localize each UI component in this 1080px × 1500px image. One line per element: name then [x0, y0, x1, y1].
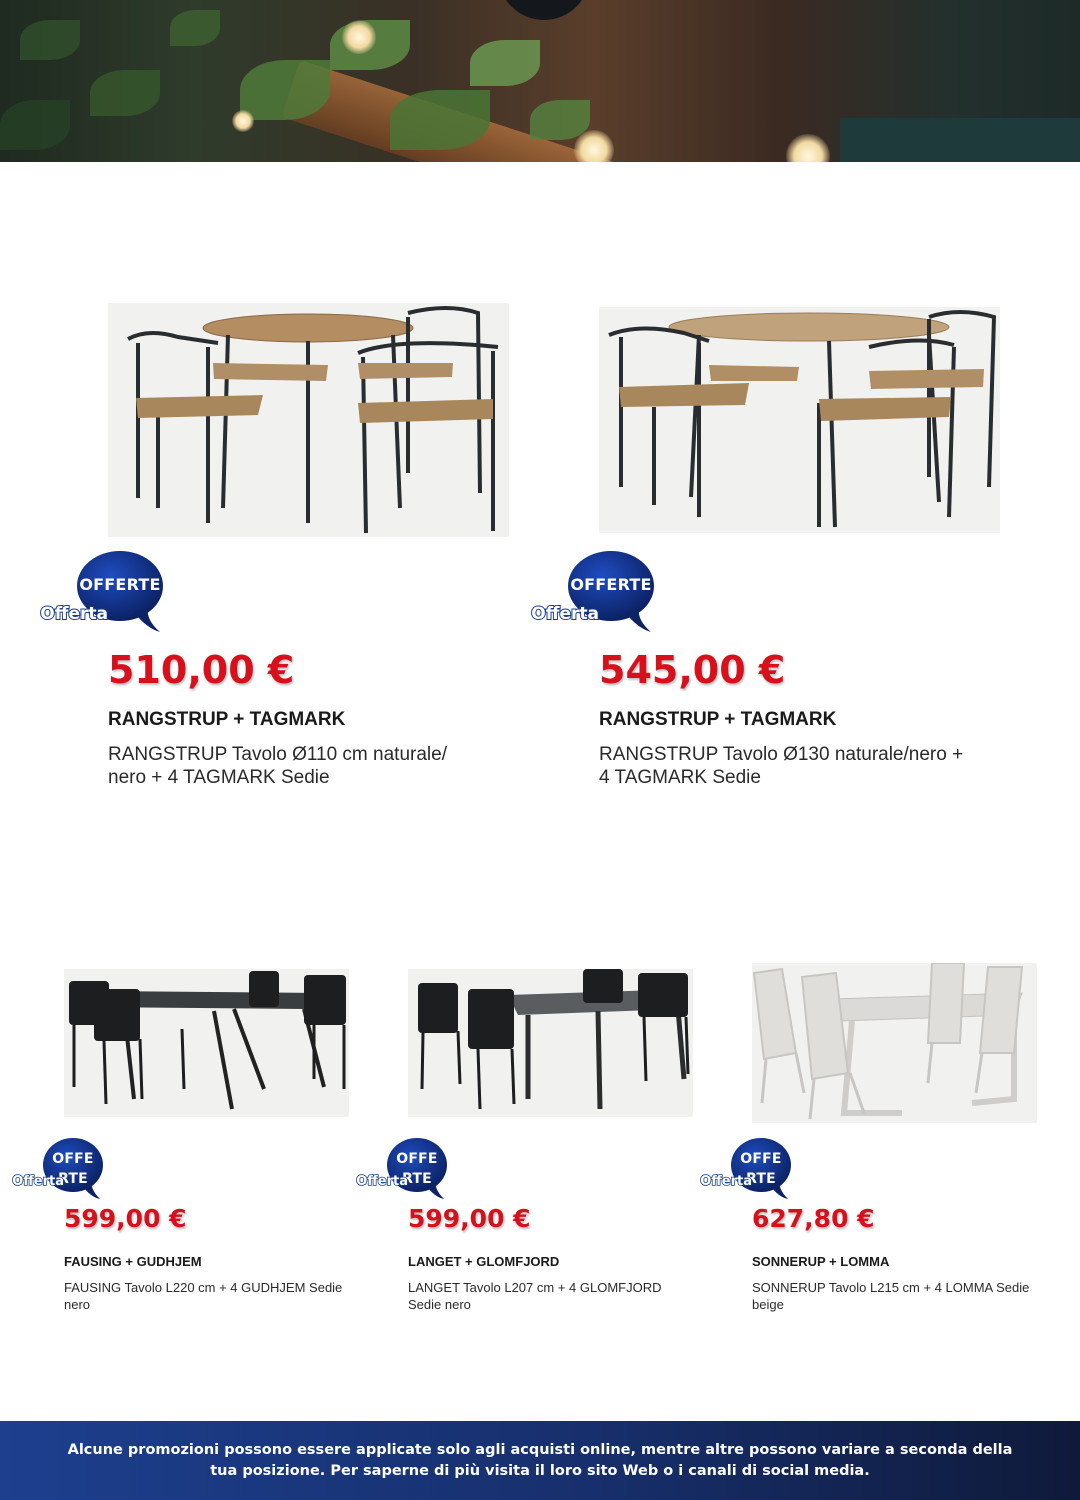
offer-speech-bubble: [42, 1137, 106, 1201]
round-table-chairs-illustration: [108, 303, 509, 537]
product-description: RANGSTRUP Tavolo Ø110 cm naturale/ nero + 4 TAGMARK Sedie: [108, 744, 447, 788]
offer-badge: Offerta: [40, 604, 108, 624]
offer-badge: Offerta: [12, 1174, 64, 1189]
offer-speech-bubble: [386, 1137, 450, 1201]
disclaimer-footer: [0, 1421, 1080, 1500]
disclaimer-text: Alcune promozioni possono essere applicate solo agli acquisti online, mentre altre possono variare a seconda della tua posizione. Per saperne di più visita il loro sito Web o i canali di social media.: [67, 1441, 1013, 1479]
product-description: FAUSING Tavolo L220 cm + 4 GUDHJEM Sedie nero: [64, 1280, 343, 1312]
round-table-chairs-illustration: [599, 307, 1000, 533]
product-photo[interactable]: [64, 969, 349, 1117]
product-photo[interactable]: [108, 303, 509, 537]
rectangular-table-chairs-illustration: [408, 969, 693, 1117]
product-description: RANGSTRUP Tavolo Ø130 naturale/nero + 4 TAGMARK Sedie: [599, 744, 964, 788]
product-photo[interactable]: [599, 307, 1000, 533]
rectangular-table-chairs-illustration: [64, 969, 349, 1117]
product-price: 627,80 €: [752, 1204, 875, 1233]
offer-bubble-label: OFFE RTE: [396, 1151, 438, 1187]
product-name[interactable]: RANGSTRUP + TAGMARK: [108, 709, 346, 730]
product-description: LANGET Tavolo L207 cm + 4 GLOMFJORD Sedie nero: [408, 1280, 662, 1312]
offer-badge: Offerta: [356, 1174, 408, 1189]
offer-bubble-label: OFFE RTE: [740, 1151, 782, 1187]
product-price: 599,00 €: [64, 1204, 187, 1233]
product-photo[interactable]: [408, 969, 693, 1117]
product-price: 545,00 €: [599, 648, 786, 692]
lamp-shape: [498, 0, 590, 20]
product-name[interactable]: FAUSING + GUDHJEM: [64, 1254, 202, 1269]
product-price: 599,00 €: [408, 1204, 531, 1233]
hero-banner-image: [0, 0, 1080, 162]
offer-bubble-label: OFFERTE: [570, 575, 652, 594]
offer-badge: Offerta: [531, 604, 599, 624]
product-price: 510,00 €: [108, 648, 295, 692]
offer-bubble-label: OFFERTE: [79, 575, 161, 594]
product-name[interactable]: SONNERUP + LOMMA: [752, 1254, 890, 1269]
product-name[interactable]: RANGSTRUP + TAGMARK: [599, 709, 837, 730]
product-photo[interactable]: [752, 963, 1037, 1123]
offer-bubble-label: OFFE RTE: [52, 1151, 94, 1187]
product-description: SONNERUP Tavolo L215 cm + 4 LOMMA Sedie beige: [752, 1280, 1030, 1312]
offer-speech-bubble: [730, 1137, 794, 1201]
offer-badge: Offerta: [700, 1174, 752, 1189]
rectangular-table-chairs-illustration: [752, 963, 1037, 1123]
product-name[interactable]: LANGET + GLOMFJORD: [408, 1254, 560, 1269]
